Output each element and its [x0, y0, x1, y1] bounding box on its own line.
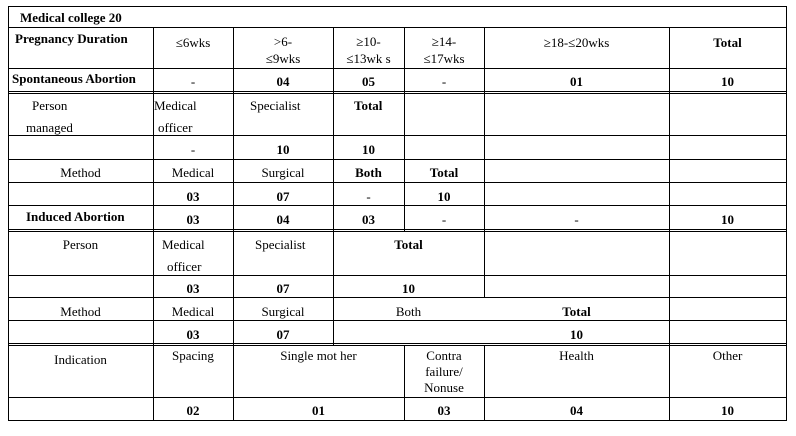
table-cell: 03 — [186, 189, 200, 204]
method-cell: Medical — [171, 304, 215, 319]
medical-officer-label: officer — [158, 120, 193, 135]
indication-cell: Nonuse — [424, 380, 464, 395]
total-label: Total — [394, 237, 423, 252]
method-cell: Surgical — [261, 165, 305, 180]
table-cell: 03 — [437, 403, 451, 418]
method-cell: Total — [429, 165, 459, 180]
table-cell: 10 — [570, 327, 583, 342]
table-cell: 04 — [276, 74, 290, 89]
rule — [8, 6, 787, 7]
table-cell: 03 — [186, 327, 200, 342]
indication-label: Indication — [54, 352, 107, 367]
indication-cell: Health — [559, 348, 594, 363]
table-cell: 01 — [570, 74, 583, 89]
method-cell: Total — [562, 304, 591, 319]
indication-cell: Single mot her — [280, 348, 357, 363]
table-cell: 10 — [437, 189, 451, 204]
header-cell: >6- — [273, 34, 293, 49]
indication-cell: Other — [712, 348, 743, 363]
table-cell: 07 — [276, 281, 290, 296]
table-cell: 10 — [721, 74, 734, 89]
total-label: Total — [354, 98, 383, 113]
method-label: Method — [60, 165, 101, 180]
table-cell: 10 — [721, 212, 734, 227]
header-cell: Total — [713, 35, 742, 50]
rule — [8, 397, 787, 398]
rule — [8, 229, 787, 230]
rule — [484, 231, 485, 297]
rule — [8, 68, 787, 69]
table-cell: - — [441, 212, 447, 227]
table-cell: 04 — [570, 403, 583, 418]
rule — [786, 6, 787, 421]
medical-officer-label: Medical — [162, 237, 205, 252]
row-label-induced-abortion: Induced Abortion — [26, 209, 125, 224]
indication-cell: failure/ — [425, 364, 463, 379]
rule — [8, 343, 787, 344]
table-cell: 05 — [362, 74, 375, 89]
person-label: Person — [62, 237, 99, 252]
rule — [8, 320, 787, 321]
method-cell: Surgical — [261, 304, 305, 319]
table-cell: 10 — [276, 142, 290, 157]
table-cell: 07 — [276, 189, 290, 204]
header-cell: ≥14- — [431, 34, 457, 49]
table-cell: 03 — [186, 281, 200, 296]
indication-cell: Contra — [426, 348, 462, 363]
method-label: Method — [60, 304, 101, 319]
person-managed-label: Person — [32, 98, 68, 113]
table-cell: - — [190, 142, 196, 157]
rule — [8, 420, 787, 421]
table-cell: 10 — [402, 281, 415, 296]
table-cell: 10 — [721, 403, 734, 418]
table-cell: 10 — [362, 142, 375, 157]
header-cell: ≤6wks — [175, 35, 211, 50]
table-cell: 03 — [362, 212, 375, 227]
person-managed-label: managed — [26, 120, 73, 135]
specialist-label: Specialist — [255, 237, 306, 252]
rule — [8, 205, 787, 206]
rule — [669, 231, 670, 345]
row-label-spontaneous-abortion: Spontaneous Abortion — [12, 71, 136, 86]
header-cell: ≤9wks — [265, 51, 301, 66]
method-cell: Both — [355, 165, 382, 180]
table-cell: 04 — [276, 212, 290, 227]
header-cell: ≥10- — [356, 34, 381, 49]
rule — [8, 27, 787, 28]
table-cell: - — [190, 74, 196, 89]
rule — [8, 182, 787, 183]
header-cell: ≤13wk s — [346, 51, 391, 66]
medical-officer-label: Medical — [154, 98, 197, 113]
rule — [8, 275, 787, 276]
row-label-pregnancy-duration: Pregnancy Duration — [15, 31, 128, 46]
indication-cell: Spacing — [172, 348, 214, 363]
medical-officer-label: officer — [167, 259, 202, 274]
table-cell: - — [441, 74, 447, 89]
rule — [8, 231, 787, 232]
rule — [8, 345, 787, 346]
specialist-label: Specialist — [250, 98, 301, 113]
method-cell: Both — [395, 304, 422, 319]
table-cell: 07 — [276, 327, 290, 342]
rule — [8, 91, 787, 92]
rule — [8, 93, 787, 94]
rule — [8, 135, 787, 136]
rule — [8, 159, 787, 160]
table-cell: 02 — [186, 403, 200, 418]
header-cell: ≥18-≤20wks — [543, 35, 610, 50]
table-cell: 03 — [186, 212, 200, 227]
table-title: Medical college 20 — [20, 10, 122, 25]
header-cell: ≤17wks — [423, 51, 465, 66]
table-cell: - — [366, 189, 371, 204]
method-cell: Medical — [171, 165, 215, 180]
table-cell: 01 — [312, 403, 325, 418]
table-cell: - — [574, 212, 579, 227]
rule — [8, 297, 787, 298]
